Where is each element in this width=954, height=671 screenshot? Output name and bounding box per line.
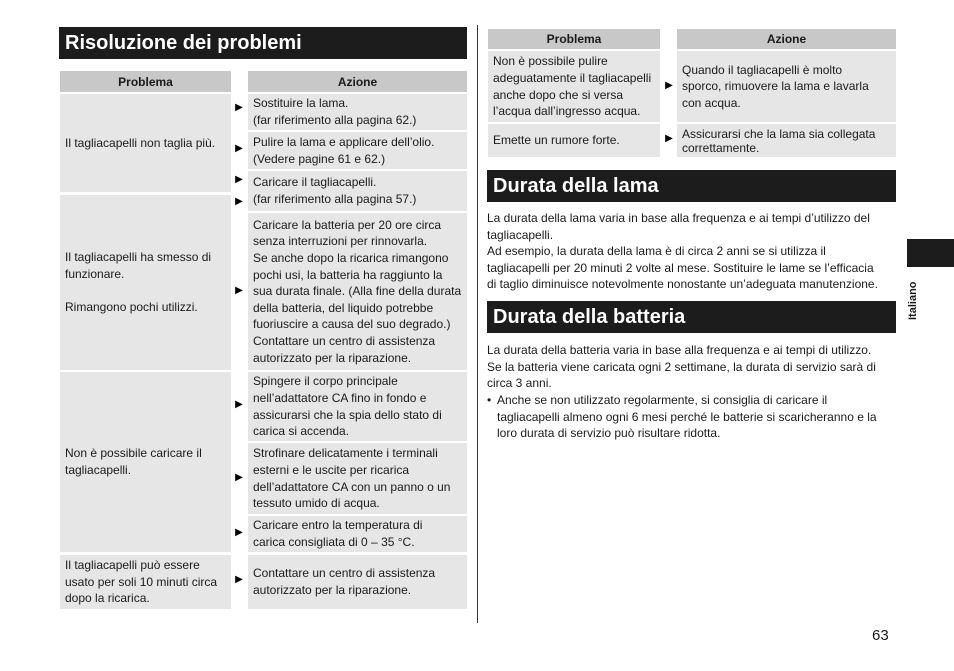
problem-cell: Il tagliacapelli ha smesso di funzionare. Rimangono pochi utilizzi. bbox=[60, 195, 231, 370]
bullet-mark: • bbox=[487, 393, 492, 407]
arrow-icon: ▶ bbox=[665, 80, 673, 91]
problem-cell: Il tagliacapelli non taglia più. bbox=[60, 94, 231, 192]
arrow-icon: ▶ bbox=[235, 527, 243, 538]
section-title-blade-life: Durata della lama bbox=[487, 170, 896, 202]
arrow-icon: ▶ bbox=[235, 102, 243, 113]
section-title-battery-life: Durata della batteria bbox=[487, 301, 896, 333]
action-cell: Strofinare delicatamente i terminali esterni e le uscite per ricarica dell’adattatore CA con un panno o un tessuto umido di acqua. bbox=[248, 443, 467, 514]
arrow-icon: ▶ bbox=[235, 143, 243, 154]
arrow-icon: ▶ bbox=[235, 174, 243, 185]
arrow-icon: ▶ bbox=[235, 196, 243, 207]
page-number: 63 bbox=[872, 627, 889, 644]
battery-life-text: La durata della batteria varia in base alla frequenza e ai tempi di utilizzo. Se la batteria viene caricata ogni 2 settimane, la durata di servizio sarà di circa 3 anni. bbox=[487, 343, 876, 391]
action-cell: Sostituire la lama. (far riferimento alla pagina 62.) bbox=[248, 94, 467, 130]
action-cell: Contattare un centro di assistenza autorizzato per la riparazione. bbox=[248, 555, 467, 609]
section-title-troubleshooting: Risoluzione dei problemi bbox=[59, 27, 467, 59]
arrow-icon: ▶ bbox=[235, 574, 243, 585]
problem-cell: Non è possibile pulire adeguatamente il tagliacapelli anche dopo che si versa l’acqua dall’ingresso acqua. bbox=[488, 51, 660, 122]
table-header-problem: Problema bbox=[488, 29, 660, 49]
table-header-action: Azione bbox=[248, 71, 467, 92]
action-cell: Spingere il corpo principale nell’adattatore CA fino in fondo e assicurarsi che la spia dello stato di carica si accenda. bbox=[248, 372, 467, 441]
arrow-icon: ▶ bbox=[665, 133, 673, 144]
problem-cell: Emette un rumore forte. bbox=[488, 124, 660, 157]
arrow-icon: ▶ bbox=[235, 472, 243, 483]
arrow-icon: ▶ bbox=[235, 399, 243, 410]
language-tab bbox=[907, 239, 954, 267]
battery-note-text: Anche se non utilizzato regolarmente, si consiglia di caricare il tagliacapelli almeno ogni 6 mesi perché le batterie si scaricheranno e la loro durata di servizio può risultare ridotta. bbox=[497, 393, 877, 441]
column-divider bbox=[477, 25, 478, 623]
problem-cell: Non è possibile caricare il tagliacapelli. bbox=[60, 372, 231, 552]
table-header-problem: Problema bbox=[60, 71, 231, 92]
blade-life-text: La durata della lama varia in base alla frequenza e ai tempi d’utilizzo del tagliacapelli. Ad esempio, la durata della lama è di circa 2 anni se si utilizza il tagliacapelli per 20 minuti 2 volte al mese. Sostituire le lame se l’efficacia di taglio diminuisce notevolmente nonostante un’adeguata manutenzione. bbox=[487, 211, 878, 292]
problem-cell: Il tagliacapelli può essere usato per soli 10 minuti circa dopo la ricarica. bbox=[60, 555, 231, 609]
action-cell: Caricare il tagliacapelli. (far riferimento alla pagina 57.) bbox=[248, 171, 467, 211]
action-cell: Caricare entro la temperatura di carica consigliata di 0 – 35 °C. bbox=[248, 516, 467, 552]
action-cell: Assicurarsi che la lama sia collegata correttamente. bbox=[677, 124, 896, 157]
language-label: Italiano bbox=[907, 281, 919, 320]
arrow-icon: ▶ bbox=[235, 285, 243, 296]
action-cell: Quando il tagliacapelli è molto sporco, rimuovere la lama e lavarla con acqua. bbox=[677, 51, 896, 122]
action-cell: Pulire la lama e applicare dell’olio. (Vedere pagine 61 e 62.) bbox=[248, 132, 467, 169]
table-header-action: Azione bbox=[677, 29, 896, 49]
action-cell: Caricare la batteria per 20 ore circa senza interruzioni per rinnovarla. Se anche dopo la ricarica rimangono pochi usi, la batteria ha raggiunto la sua durata finale. (Alla fine della durata della batteria, del liquido potrebbe fuoriuscire a causa del suo degrado.) Contattare un centro di assistenza autorizzato per la riparazione. bbox=[248, 213, 467, 370]
